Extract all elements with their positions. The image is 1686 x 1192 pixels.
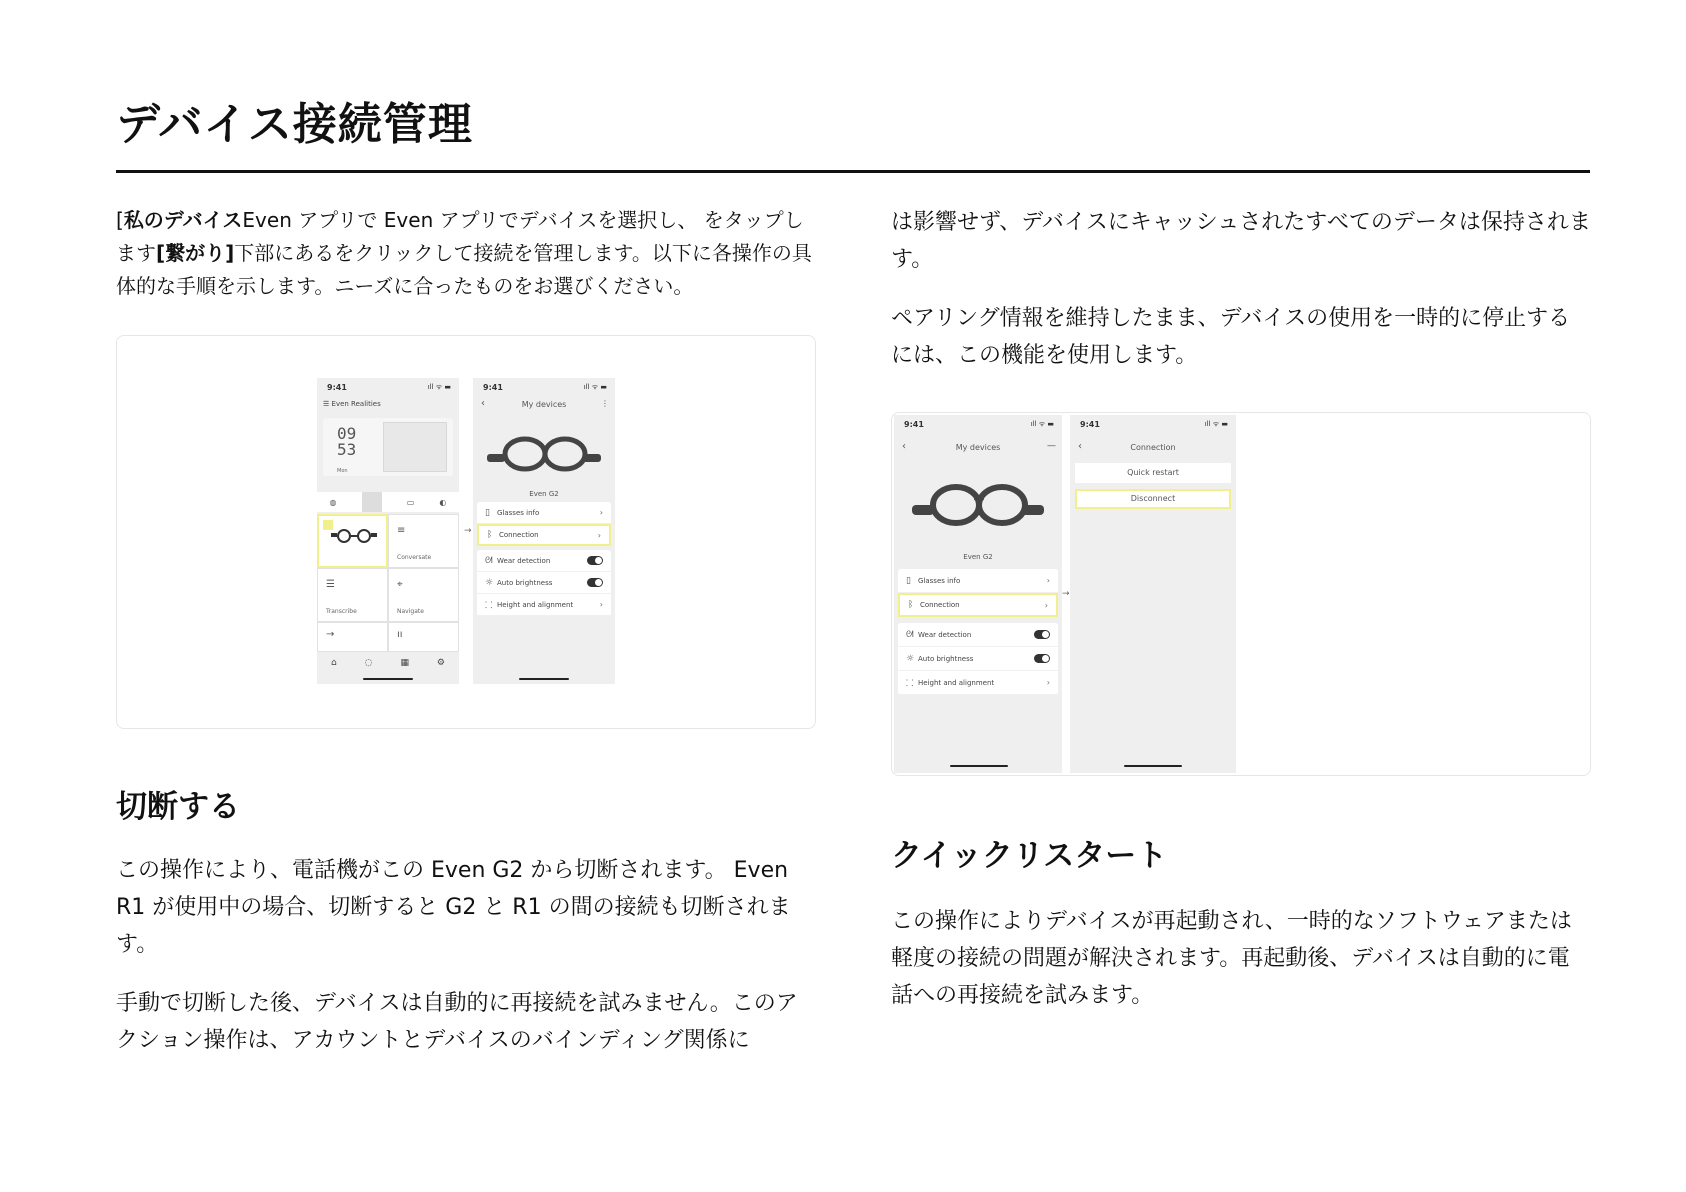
chevron-right-icon: › bbox=[1046, 678, 1050, 687]
intro-bold-my-devices: 私のデバイス bbox=[123, 208, 243, 232]
conversate-icon: ≡ bbox=[397, 525, 406, 536]
status-time: 9:41 bbox=[327, 383, 347, 392]
more-icon[interactable]: — bbox=[1047, 441, 1056, 451]
bluetooth-icon: ᛒ bbox=[908, 600, 914, 610]
row-auto-brightness[interactable] bbox=[477, 572, 611, 594]
chevron-right-icon: › bbox=[599, 508, 603, 517]
glasses-info-icon: ▯ bbox=[906, 575, 911, 586]
row-label: Glasses info bbox=[497, 508, 540, 517]
title-divider bbox=[116, 170, 1590, 173]
status-icons: ıll ᯤ ▬ bbox=[427, 383, 451, 391]
device-settings-card bbox=[477, 550, 611, 616]
transcribe-icon: ☰ bbox=[326, 579, 335, 590]
quick-action-icon[interactable]: ◍ bbox=[329, 497, 337, 507]
row-label: Wear detection bbox=[918, 630, 972, 639]
row-height-alignment[interactable] bbox=[898, 671, 1058, 695]
clock-hour: 09 bbox=[337, 424, 357, 443]
row-height-alignment[interactable] bbox=[477, 594, 611, 616]
row-connection[interactable] bbox=[477, 524, 611, 546]
tile-glasses[interactable] bbox=[317, 514, 388, 568]
chevron-right-icon: › bbox=[1046, 576, 1050, 585]
device-name: Even G2 bbox=[529, 490, 559, 498]
arrow-right-icon: → bbox=[326, 629, 335, 640]
device-info-card bbox=[477, 502, 611, 546]
flow-arrow-icon: → bbox=[464, 526, 472, 536]
brightness-icon: ☼ bbox=[906, 653, 915, 664]
row-auto-brightness[interactable] bbox=[898, 647, 1058, 671]
wear-detection-icon: ᘛ bbox=[485, 555, 493, 566]
row-label: Auto brightness bbox=[497, 578, 553, 587]
disconnect-paragraph-1: この操作により、電話機がこの Even G2 から切断されます。 Even R1 が使用中の場合、切断すると G2 と R1 の間の接続も切断されます。 bbox=[116, 858, 791, 957]
heading-quick-restart: クイックリスタート bbox=[891, 838, 1168, 874]
disconnect-button[interactable]: Disconnect bbox=[1075, 489, 1231, 509]
brand-row bbox=[323, 400, 381, 408]
device-settings-card bbox=[898, 623, 1058, 695]
screen-header: Connection bbox=[1130, 443, 1176, 452]
status-time: 9:41 bbox=[483, 383, 503, 392]
tile-conversate[interactable] bbox=[388, 514, 459, 568]
intro-text-1: Even アプリで Even アプリでデバイスを選択し、 をタップします bbox=[116, 208, 804, 265]
intro-paragraph bbox=[116, 204, 816, 303]
row-connection[interactable] bbox=[898, 593, 1058, 617]
disconnect-paragraph-continued: は影響せず、デバイスにキャッシュされたすべてのデータは保持されます。 bbox=[891, 210, 1591, 272]
home-icon[interactable]: ⌂ bbox=[330, 658, 337, 668]
alignment-icon: ⸬ bbox=[485, 601, 493, 611]
right-column bbox=[891, 204, 1591, 1014]
quick-action-icon[interactable]: ▭ bbox=[406, 497, 415, 507]
tile-transcribe-label: Transcribe bbox=[326, 608, 357, 615]
tile-navigate[interactable] bbox=[388, 568, 459, 622]
phone-home-screen bbox=[317, 378, 459, 684]
phone-connection-screen bbox=[1070, 415, 1236, 773]
glasses-info-icon: ▯ bbox=[485, 507, 490, 518]
status-icons: ıll ᯤ ▬ bbox=[1030, 420, 1054, 428]
wear-detection-toggle[interactable] bbox=[587, 556, 603, 565]
quick-actions-row bbox=[317, 492, 459, 512]
intro-bracket: [ bbox=[116, 208, 124, 232]
home-indicator bbox=[363, 678, 413, 680]
tile-teleprompt[interactable] bbox=[388, 622, 459, 652]
notification-preview bbox=[383, 422, 447, 472]
grid-icon[interactable]: ▦ bbox=[400, 658, 409, 668]
tile-navigate-label: Navigate bbox=[397, 608, 424, 615]
quick-action-placeholder bbox=[362, 492, 382, 512]
row-label: Wear detection bbox=[497, 556, 551, 565]
row-glasses-info[interactable] bbox=[477, 502, 611, 524]
chat-icon[interactable]: ◌ bbox=[364, 658, 373, 668]
pause-paragraph: ペアリング情報を維持したまま、デバイスの使用を一時的に停止するには、この機能を使用します。 bbox=[891, 306, 1571, 368]
brightness-icon: ☼ bbox=[485, 577, 494, 588]
device-info-card bbox=[898, 569, 1058, 617]
restart-paragraph: この操作によりデバイスが再起動され、一時的なソフトウェアまたは軽度の接続の問題が解決されます。再起動後、デバイスは自動的に電話への再接続を試みます。 bbox=[891, 909, 1572, 1008]
clock-display bbox=[337, 426, 356, 458]
left-column bbox=[116, 204, 816, 1059]
quick-restart-button[interactable]: Quick restart bbox=[1075, 463, 1231, 483]
status-icons: ıll ᯤ ▬ bbox=[583, 383, 607, 391]
page-title: デバイス接続管理 bbox=[116, 99, 473, 150]
heading-disconnect: 切断する bbox=[116, 789, 240, 825]
wear-detection-toggle[interactable] bbox=[1034, 630, 1050, 639]
wear-detection-icon: ᘛ bbox=[906, 629, 914, 640]
home-indicator bbox=[519, 678, 569, 680]
alignment-icon: ⸬ bbox=[906, 679, 914, 689]
row-wear-detection[interactable] bbox=[898, 623, 1058, 647]
weekday-label: Mon bbox=[337, 468, 348, 474]
menu-icon[interactable]: ☰ bbox=[323, 400, 332, 408]
row-label: Connection bbox=[499, 531, 539, 539]
bluetooth-icon: ᛒ bbox=[487, 530, 493, 540]
glasses-image-icon bbox=[485, 430, 603, 474]
figure-devices-to-connection bbox=[891, 412, 1591, 776]
status-time: 9:41 bbox=[1080, 420, 1100, 429]
waveform-icon: ıı bbox=[397, 629, 403, 640]
more-icon[interactable]: ⋮ bbox=[601, 399, 609, 408]
phone-my-devices bbox=[473, 378, 615, 684]
screen-header: My devices bbox=[955, 443, 1001, 452]
chevron-right-icon: › bbox=[1044, 600, 1048, 610]
tile-arrow[interactable] bbox=[317, 622, 388, 652]
home-indicator bbox=[950, 765, 1008, 767]
figure-home-to-devices bbox=[116, 335, 816, 729]
status-icons: ıll ᯤ ▬ bbox=[1204, 420, 1228, 428]
row-label: Connection bbox=[920, 601, 960, 609]
home-indicator bbox=[1124, 765, 1182, 767]
row-label: Height and alignment bbox=[918, 678, 995, 687]
row-glasses-info[interactable] bbox=[898, 569, 1058, 593]
screen-header: My devices bbox=[521, 400, 567, 409]
row-label: Height and alignment bbox=[497, 600, 574, 609]
phone-my-devices bbox=[894, 415, 1062, 773]
auto-brightness-toggle[interactable] bbox=[1034, 654, 1050, 663]
tile-transcribe[interactable] bbox=[317, 568, 388, 622]
quick-action-icon[interactable]: ◐ bbox=[439, 497, 447, 507]
intro-text-2: 下部にあるをクリックして接続を管理します。以下に各操作の具体的な手順を示します。ニーズに合ったものをお選びください。 bbox=[116, 241, 812, 298]
device-name: Even G2 bbox=[963, 553, 993, 561]
disconnect-paragraph-2: 手動で切断した後、デバイスは自動的に再接続を試みません。このアクション操作は、アカウントとデバイスのバインディング関係に bbox=[116, 991, 798, 1053]
chevron-right-icon: › bbox=[599, 600, 603, 609]
gear-icon[interactable]: ⚙ bbox=[436, 658, 445, 668]
bottom-nav bbox=[317, 658, 459, 668]
tile-conversate-label: Conversate bbox=[397, 554, 432, 561]
navigate-icon: ⌖ bbox=[397, 579, 403, 590]
glasses-image-icon bbox=[910, 477, 1046, 529]
row-label: Glasses info bbox=[918, 576, 961, 585]
brand-label: Even Realities bbox=[331, 400, 381, 408]
status-time: 9:41 bbox=[904, 420, 924, 429]
back-icon[interactable]: ‹ bbox=[1078, 441, 1082, 452]
chevron-right-icon: › bbox=[597, 530, 601, 540]
dashboard-widget[interactable] bbox=[323, 418, 453, 476]
back-icon[interactable]: ‹ bbox=[481, 398, 485, 409]
back-icon[interactable]: ‹ bbox=[902, 441, 906, 452]
glasses-thumbnail-icon bbox=[329, 528, 379, 544]
row-label: Auto brightness bbox=[918, 654, 974, 663]
clock-minute: 53 bbox=[337, 440, 357, 459]
row-wear-detection[interactable] bbox=[477, 550, 611, 572]
flow-arrow-icon: → bbox=[1062, 589, 1070, 599]
auto-brightness-toggle[interactable] bbox=[587, 578, 603, 587]
intro-bold-connection: [繋がり] bbox=[156, 241, 235, 265]
